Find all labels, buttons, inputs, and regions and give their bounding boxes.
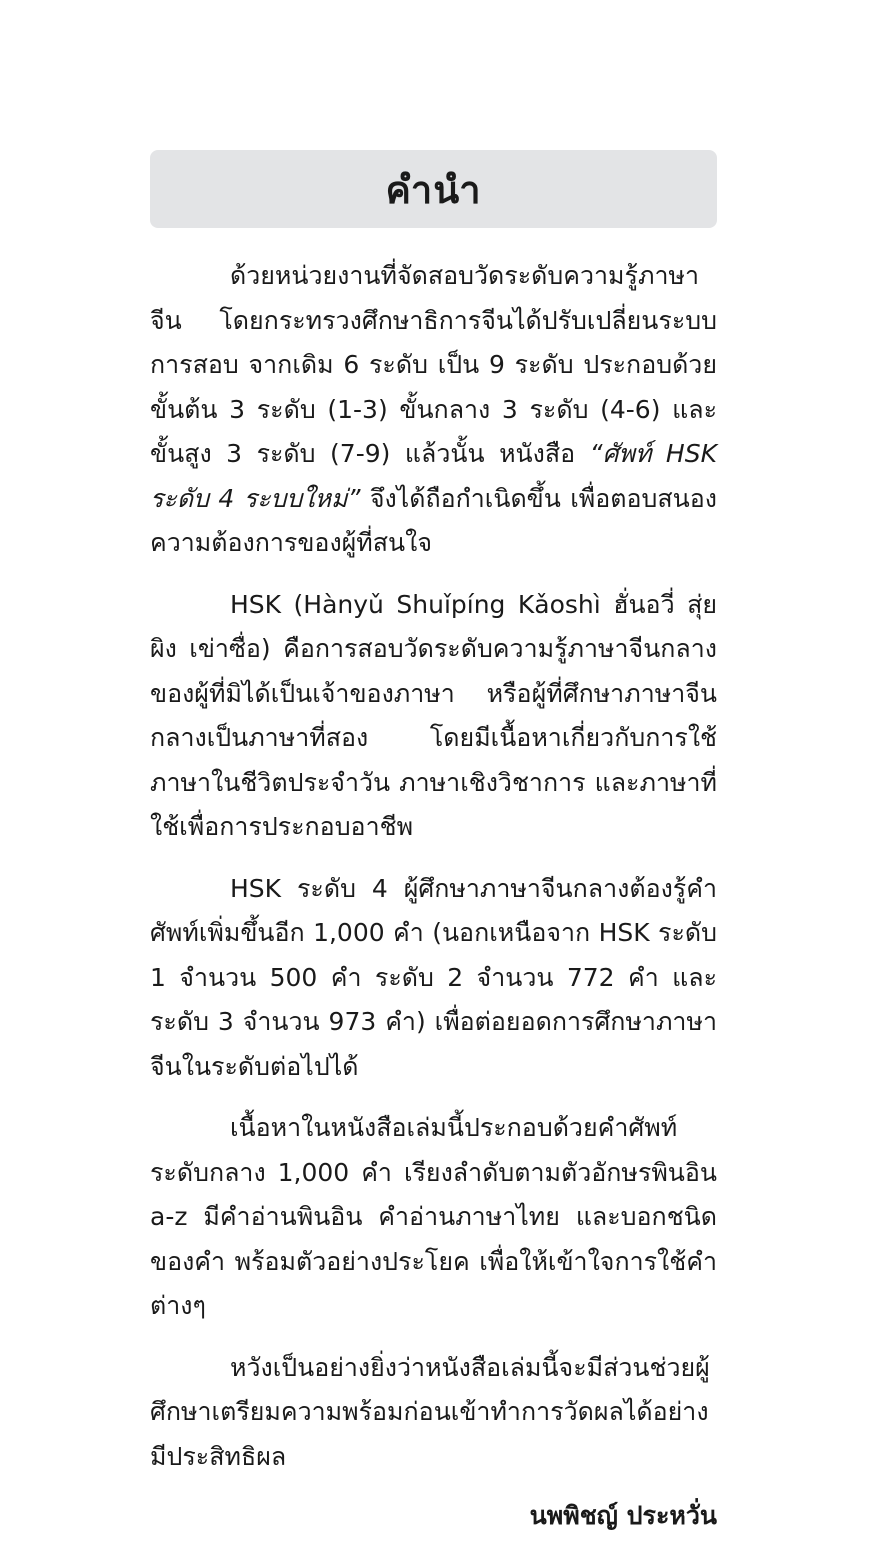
book-title: “ศัพท์ HSK ระดับ 4 ระบบใหม่” <box>150 439 717 513</box>
paragraph-closing: หวังเป็นอย่างยิ่งว่าหนังสือเล่มนี้จะมีส่วนช่วยผู้ศึกษาเตรียมความพร้อมก่อนเข้าทำการวัดผลได้อย่างมีประสิทธิผล <box>150 1352 710 1471</box>
paragraph-hsk-definition: HSK (Hànyǔ Shuǐpíng Kǎoshì ฮั่นอวี่ สุ่ยผิง เข่าซื่อ) คือการสอบวัดระดับความรู้ภาษาจีนกลางของผู้ที่มิได้เป็นเจ้าของภาษา หรือผู้ที่ศึกษาภาษาจีนกลางเป็นภาษาที่สอง โดยมีเนื้อหาเกี่ยวกับการใช้ภาษาในชีวิตประจำวัน ภาษาเชิงวิชาการ และภาษาที่ใช้เพื่อการประกอบอาชีพ <box>150 589 717 841</box>
paragraph-intro-before: ด้วยหน่วยงานที่จัดสอบวัดระดับความรู้ภาษาจีน โดยกระทรวงศึกษาธิการจีนได้ปรับเปลี่ยนระบบการสอบ จากเดิม 6 ระดับ เป็น 9 ระดับ ประกอบด้วยขั้นต้น 3 ระดับ (1-3) ขั้นกลาง 3 ระดับ (4-6) และขั้นสูง 3 ระดับ (7-9) แล้วนั้น หนังสือ <box>150 261 717 468</box>
preface-body <box>150 254 717 1538</box>
paragraph-hsk-level-4: HSK ระดับ 4 ผู้ศึกษาภาษาจีนกลางต้องรู้คำศัพท์เพิ่มขึ้นอีก 1,000 คำ (นอกเหนือจาก HSK ระดับ 1 จำนวน 500 คำ ระดับ 2 จำนวน 772 คำ และระดับ 3 จำนวน 973 คำ) เพื่อต่อยอดการศึกษาภาษาจีนในระดับต่อไปได้ <box>150 873 717 1081</box>
title-banner <box>150 150 717 228</box>
author-signature: นพพิชญ์ ประหวั่น <box>529 1501 717 1530</box>
paragraph-intro-after: จึงได้ถือกำเนิดขึ้น เพื่อตอบสนองความต้องการของผู้ที่สนใจ <box>150 483 717 557</box>
paragraph-book-contents: เนื้อหาในหนังสือเล่มนี้ประกอบด้วยคำศัพท์ระดับกลาง 1,000 คำ เรียงลำดับตามตัวอักษรพินอิน a-z มีคำอ่านพินอิน คำอ่านภาษาไทย และบอกชนิดของคำ พร้อมตัวอย่างประโยค เพื่อให้เข้าใจการใช้คำต่างๆ <box>150 1113 717 1320</box>
paragraph-intro <box>150 254 717 566</box>
preface-page <box>150 150 717 1538</box>
page-title: คำนำ <box>385 167 482 212</box>
